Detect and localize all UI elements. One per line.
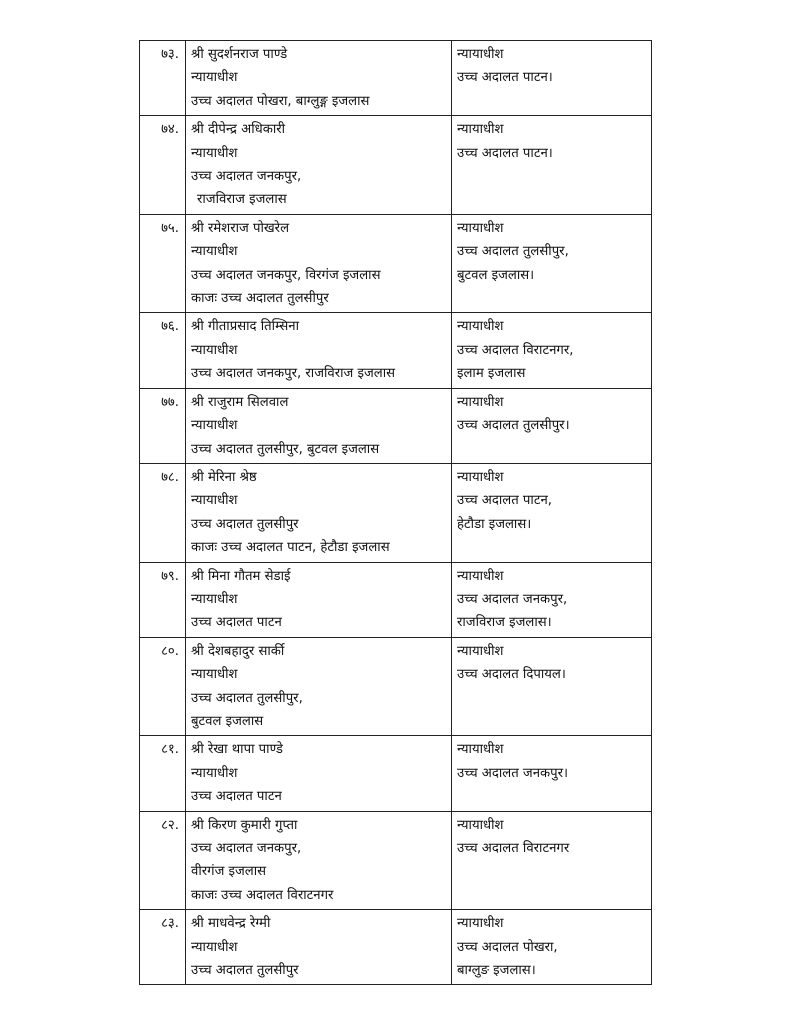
current-posting-cell — [186, 736, 452, 811]
new-posting-line: हेटौडा इजलास। — [457, 516, 532, 532]
new-posting-line: उच्च अदालत जनकपुर। — [457, 765, 569, 781]
current-posting-line: बुटवल इजलास — [191, 713, 264, 729]
judge-name: श्री सुदर्शनराज पाण्डे — [191, 47, 288, 62]
judge-name: श्री दीपेन्द्र अधिकारी — [191, 122, 286, 138]
table-row — [140, 811, 652, 910]
new-posting-title: न्यायाधीश — [457, 568, 504, 584]
serial-number: ७८. — [161, 469, 179, 485]
new-posting-line: बुटवल इजलास। — [457, 267, 535, 283]
new-posting-title: न्यायाधीश — [457, 817, 504, 833]
table-row — [140, 313, 652, 388]
serial-number-cell — [140, 910, 186, 985]
new-posting-cell — [452, 637, 652, 736]
current-posting-line: काजः उच्च अदालत पाटन, हेटौडा इजलास — [191, 540, 390, 556]
judge-name: श्री किरण कुमारी गुप्ता — [191, 817, 298, 833]
new-posting-title: न्यायाधीश — [457, 122, 504, 138]
table-row — [140, 562, 652, 637]
serial-number: ७४. — [161, 122, 179, 138]
current-posting-line: उच्च अदालत जनकपुर, विरगंज इजलास — [191, 267, 381, 283]
new-posting-cell — [452, 811, 652, 910]
current-posting-cell — [186, 463, 452, 562]
serial-number-cell — [140, 313, 186, 388]
table-row — [140, 910, 652, 985]
serial-number-cell — [140, 811, 186, 910]
current-posting-line: उच्च अदालत पाटन — [191, 789, 282, 805]
current-posting-line: उच्च अदालत जनकपुर, राजविराज इजलास — [191, 366, 396, 382]
current-posting-line: वीरगंज इजलास — [191, 864, 267, 880]
current-posting-line: उच्च अदालत जनकपुर, — [191, 841, 302, 856]
current-posting-line: न्यायाधीश — [191, 342, 238, 358]
current-posting-line: न्यायाधीश — [191, 591, 238, 607]
current-posting-line: राजविराज इजलास — [197, 192, 287, 208]
current-posting-line: उच्च अदालत तुलसीपुर — [191, 516, 299, 532]
serial-number: ८१. — [161, 742, 179, 758]
new-posting-cell — [452, 388, 652, 463]
current-posting-cell — [186, 388, 452, 463]
current-posting-cell — [186, 214, 452, 313]
current-posting-cell — [186, 562, 452, 637]
table-row — [140, 41, 652, 116]
new-posting-line: उच्च अदालत तुलसीपुर। — [457, 418, 570, 434]
current-posting-cell — [186, 41, 452, 116]
new-posting-line: उच्च अदालत पाटन, — [457, 493, 552, 509]
judge-name: श्री गीताप्रसाद तिम्सिना — [191, 319, 300, 335]
new-posting-cell — [452, 116, 652, 215]
serial-number: ७६. — [161, 319, 179, 335]
current-posting-line: न्यायाधीश — [191, 765, 238, 781]
new-posting-line: उच्च अदालत पाटन। — [457, 145, 553, 161]
new-posting-line: उच्च अदालत दिपायल। — [457, 667, 566, 683]
judge-name: श्री देशबहादुर सार्की — [191, 643, 285, 659]
current-posting-line: काजः उच्च अदालत विराटनगर — [191, 887, 334, 903]
table-row — [140, 463, 652, 562]
serial-number: ८२. — [161, 817, 179, 833]
serial-number: ७३. — [161, 47, 179, 62]
new-posting-line: राजविराज इजलास। — [457, 615, 552, 631]
serial-number: ७५. — [161, 220, 179, 236]
serial-number: ८०. — [161, 643, 179, 659]
new-posting-line: उच्च अदालत जनकपुर, — [457, 591, 568, 607]
new-posting-cell — [452, 41, 652, 116]
current-posting-line: उच्च अदालत तुलसीपुर — [191, 963, 299, 979]
table-body — [140, 41, 652, 985]
table-row — [140, 637, 652, 736]
new-posting-line: उच्च अदालत विराटनगर — [457, 841, 570, 856]
current-posting-line: उच्च अदालत तुलसीपुर, — [191, 690, 303, 706]
new-posting-line: इलाम इजलास — [457, 366, 526, 382]
table-row — [140, 214, 652, 313]
serial-number-cell — [140, 562, 186, 637]
current-posting-cell — [186, 637, 452, 736]
current-posting-line: उच्च अदालत पोखरा, बाग्लुङ्ग इजलास — [191, 93, 370, 109]
new-posting-title: न्यायाधीश — [457, 742, 504, 758]
current-posting-line: न्यायाधीश — [191, 145, 238, 161]
current-posting-line: उच्च अदालत तुलसीपुर, बुटवल इजलास — [191, 441, 380, 457]
current-posting-line: उच्च अदालत पाटन — [191, 615, 282, 631]
current-posting-cell — [186, 116, 452, 215]
serial-number: ८३. — [161, 916, 179, 932]
current-posting-line: न्यायाधीश — [191, 667, 238, 683]
serial-number-cell — [140, 214, 186, 313]
table-row — [140, 736, 652, 811]
new-posting-title: न्यायाधीश — [457, 220, 504, 236]
judge-name: श्री मेरिना श्रेष्ठ — [191, 469, 257, 485]
new-posting-line: उच्च अदालत पोखरा, — [457, 939, 558, 955]
current-posting-line: न्यायाधीश — [191, 493, 238, 509]
serial-number: ७९. — [161, 568, 179, 584]
current-posting-cell — [186, 313, 452, 388]
new-posting-title: न्यायाधीश — [457, 643, 504, 659]
current-posting-line: न्यायाधीश — [191, 939, 238, 955]
new-posting-cell — [452, 910, 652, 985]
current-posting-line: न्यायाधीश — [191, 70, 238, 86]
judge-name: श्री माधवेन्द्र रेग्मी — [191, 916, 271, 932]
new-posting-cell — [452, 736, 652, 811]
new-posting-cell — [452, 463, 652, 562]
serial-number-cell — [140, 637, 186, 736]
current-posting-line: उच्च अदालत जनकपुर, — [191, 169, 302, 185]
new-posting-cell — [452, 214, 652, 313]
new-posting-line: उच्च अदालत तुलसीपुर, — [457, 244, 569, 260]
current-posting-cell — [186, 811, 452, 910]
table-row — [140, 116, 652, 215]
judge-transfer-table — [139, 40, 652, 985]
judge-name: श्री मिना गौतम सेडाई — [191, 568, 291, 584]
new-posting-cell — [452, 313, 652, 388]
judge-name: श्री रमेशराज पोखरेल — [191, 220, 290, 236]
serial-number-cell — [140, 736, 186, 811]
new-posting-title: न्यायाधीश — [457, 469, 504, 485]
new-posting-title: न्यायाधीश — [457, 394, 504, 410]
new-posting-line: उच्च अदालत विराटनगर, — [457, 342, 574, 358]
new-posting-title: न्यायाधीश — [457, 319, 504, 335]
current-posting-line: न्यायाधीश — [191, 418, 238, 434]
table-row — [140, 388, 652, 463]
current-posting-line: न्यायाधीश — [191, 244, 238, 260]
new-posting-line: उच्च अदालत पाटन। — [457, 70, 553, 86]
serial-number-cell — [140, 41, 186, 116]
current-posting-line: काजः उच्च अदालत तुलसीपुर — [191, 291, 329, 307]
serial-number: ७७. — [161, 394, 179, 410]
serial-number-cell — [140, 463, 186, 562]
judge-name: श्री रेखा थापा पाण्डे — [191, 742, 283, 758]
new-posting-title: न्यायाधीश — [457, 47, 504, 62]
serial-number-cell — [140, 388, 186, 463]
new-posting-title: न्यायाधीश — [457, 916, 504, 932]
judge-name: श्री राजुराम सिलवाल — [191, 394, 289, 410]
serial-number-cell — [140, 116, 186, 215]
new-posting-cell — [452, 562, 652, 637]
new-posting-line: बाग्लुङ इजलास। — [457, 963, 536, 979]
current-posting-cell — [186, 910, 452, 985]
